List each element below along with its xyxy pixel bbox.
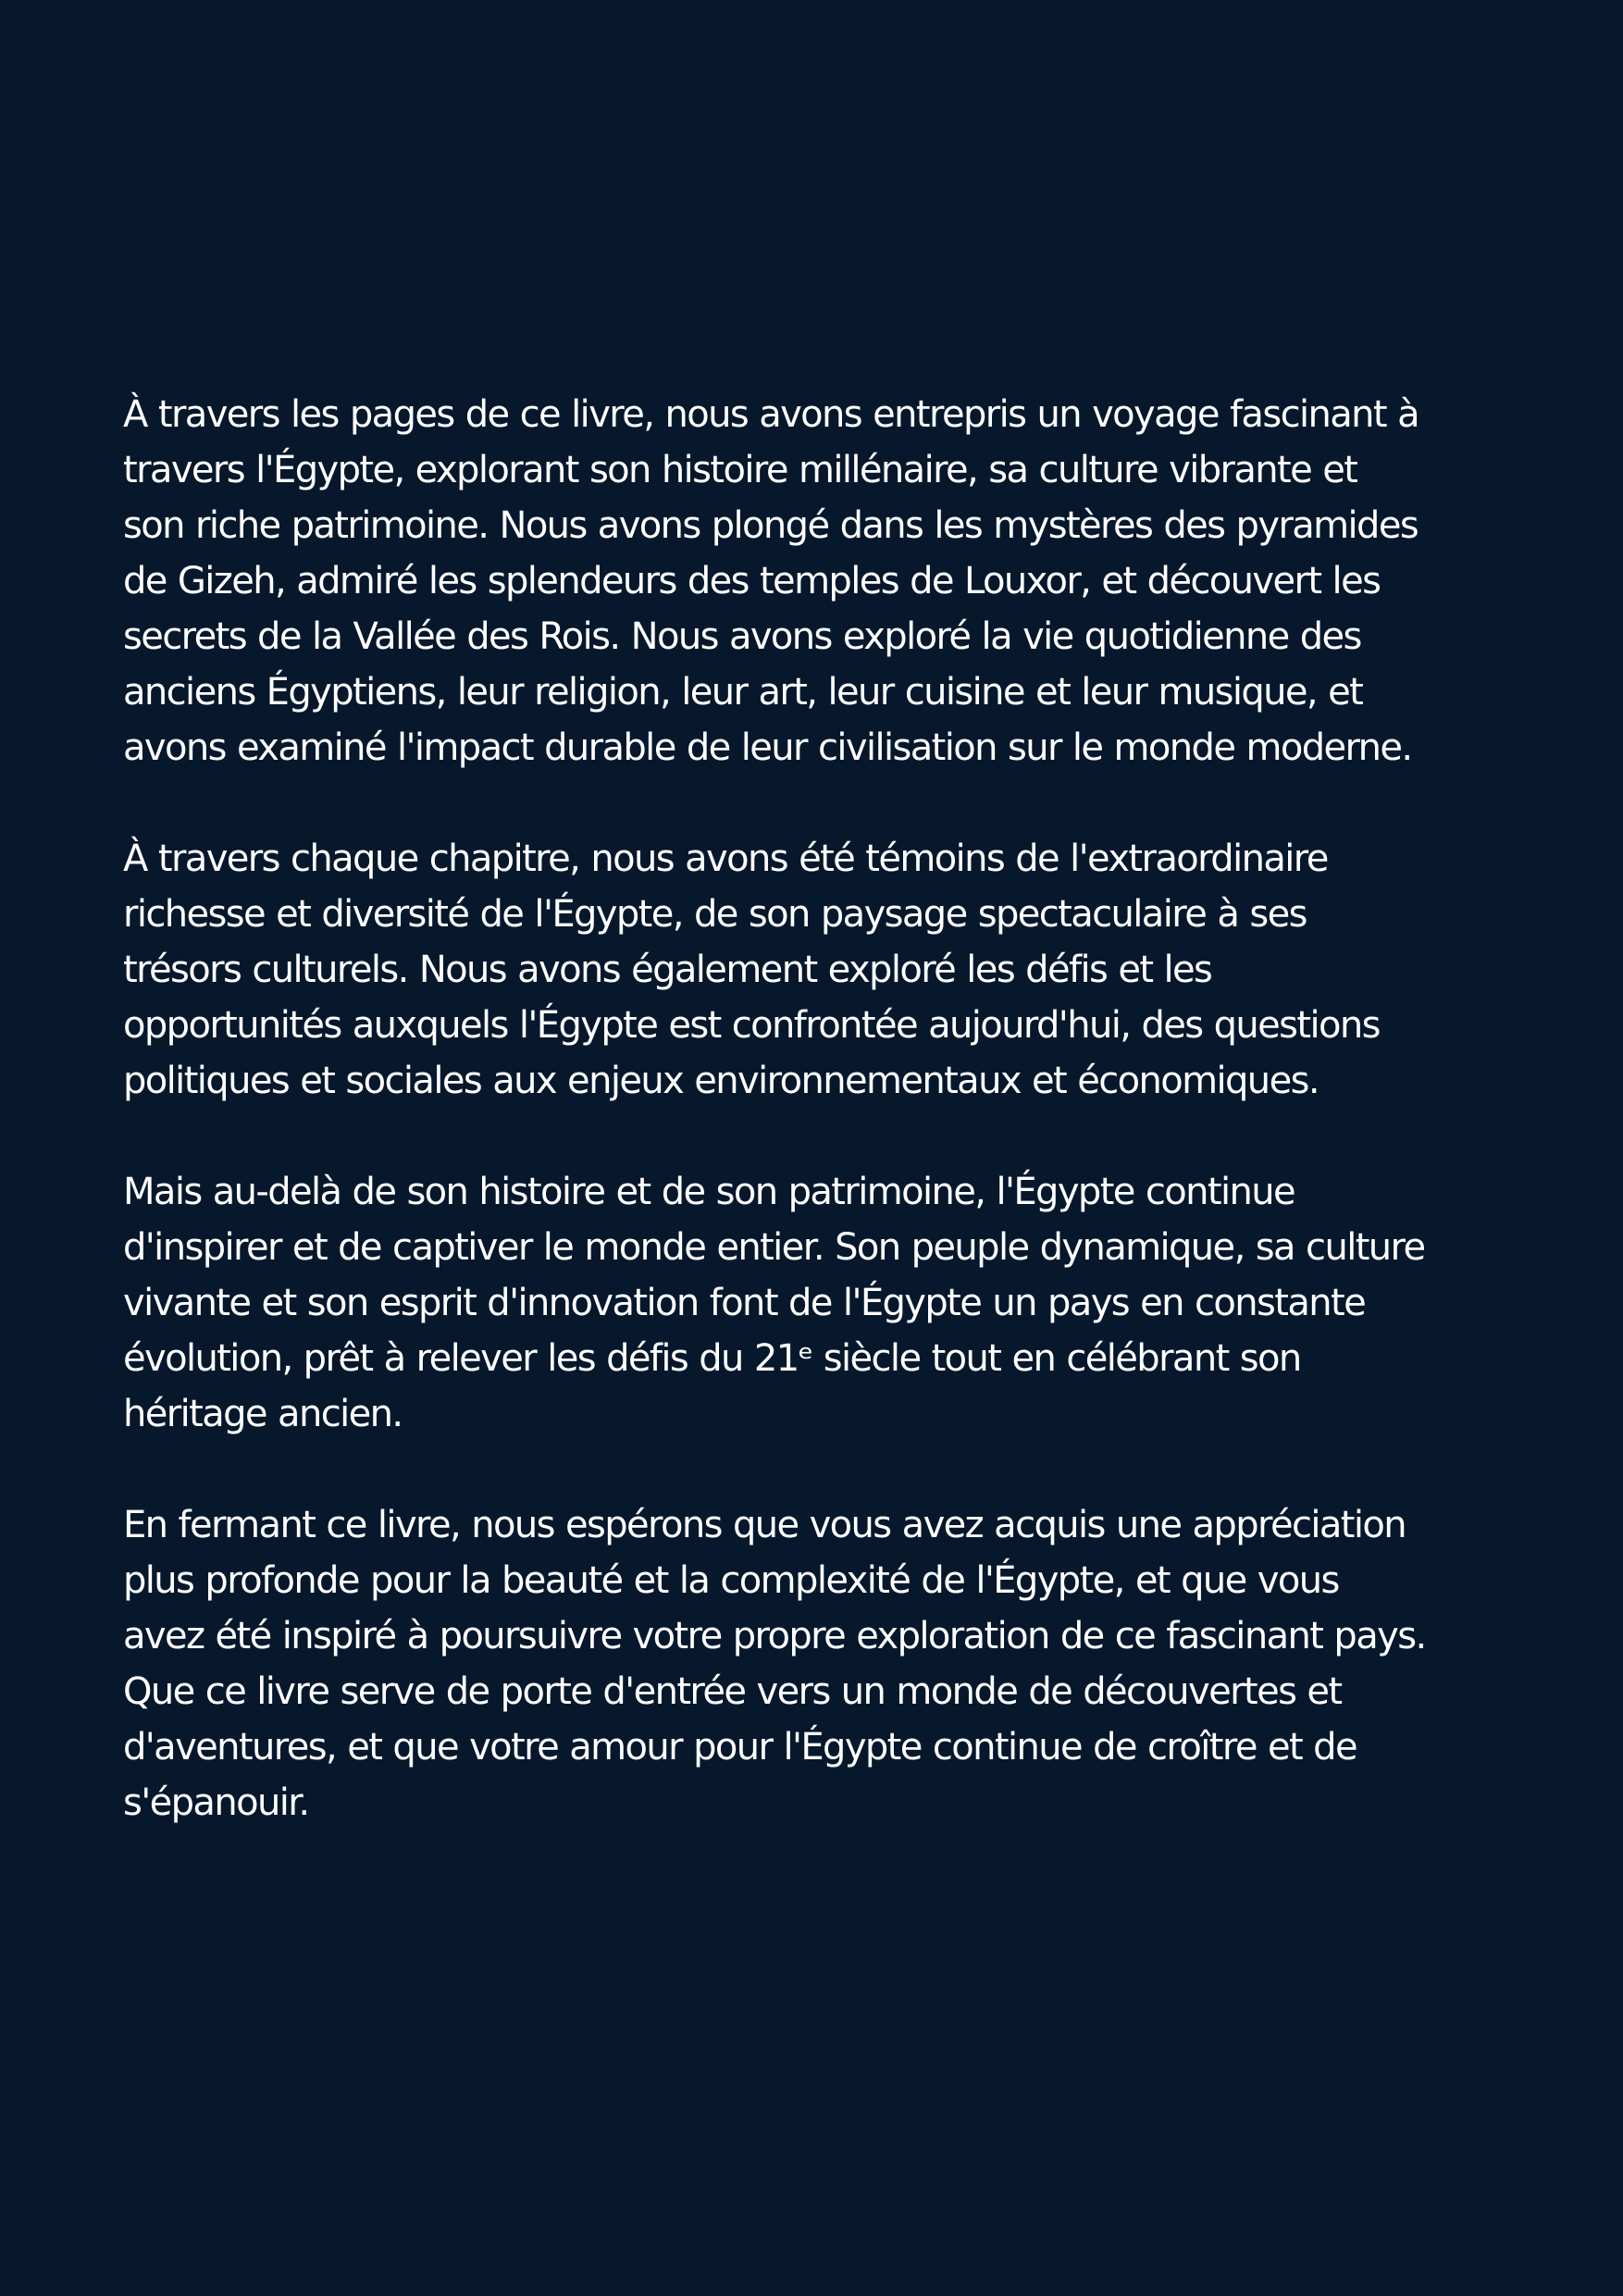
text-line: À travers les pages de ce livre, nous avons entrepris un voyage fascinant à: [123, 393, 1419, 436]
text-line: politiques et sociales aux enjeux environnementaux et économiques.: [123, 1060, 1319, 1102]
text-line: héritage ancien.: [123, 1393, 403, 1435]
text-line: opportunités auxquels l'Égypte est confrontée aujourd'hui, des questions: [123, 1004, 1380, 1047]
text-line: À travers chaque chapitre, nous avons été témoins de l'extraordinaire: [123, 838, 1328, 880]
paragraph-1: [123, 387, 1530, 776]
text-line: anciens Égyptiens, leur religion, leur art, leur cuisine et leur musique, et: [123, 671, 1363, 714]
text-line: d'inspirer et de captiver le monde entier. Son peuple dynamique, sa culture: [123, 1226, 1425, 1269]
text-line: avez été inspiré à poursuivre votre propre exploration de ce fascinant pays.: [123, 1615, 1426, 1657]
text-line: vivante et son esprit d'innovation font de l'Égypte un pays en constante: [123, 1282, 1366, 1324]
text-line: son riche patrimoine. Nous avons plongé dans les mystères des pyramides: [123, 504, 1419, 547]
text-line: En fermant ce livre, nous espérons que vous avez acquis une appréciation: [123, 1504, 1406, 1546]
text-line: s'épanouir.: [123, 1781, 309, 1824]
text-line: trésors culturels. Nous avons également exploré les défis et les: [123, 949, 1212, 991]
paragraph-4: [123, 1497, 1530, 1831]
paragraph-3: [123, 1164, 1530, 1442]
text-line: secrets de la Vallée des Rois. Nous avons exploré la vie quotidienne des: [123, 615, 1361, 658]
text-line: d'aventures, et que votre amour pour l'Égypte continue de croître et de: [123, 1726, 1357, 1769]
text-line: plus profonde pour la beauté et la complexité de l'Égypte, et que vous: [123, 1559, 1339, 1602]
text-line: Que ce livre serve de porte d'entrée vers un monde de découvertes et: [123, 1670, 1342, 1713]
conclusion-text: [123, 387, 1530, 1831]
paragraph-2: [123, 831, 1530, 1109]
text-line: Mais au-delà de son histoire et de son patrimoine, l'Égypte continue: [123, 1171, 1295, 1213]
text-line: travers l'Égypte, explorant son histoire millénaire, sa culture vibrante et: [123, 449, 1357, 491]
text-line: de Gizeh, admiré les splendeurs des temples de Louxor, et découvert les: [123, 560, 1381, 602]
text-line: richesse et diversité de l'Égypte, de son paysage spectaculaire à ses: [123, 893, 1307, 936]
text-line: avons examiné l'impact durable de leur civilisation sur le monde moderne.: [123, 726, 1412, 769]
text-line: évolution, prêt à relever les défis du 21ᵉ siècle tout en célébrant son: [123, 1337, 1301, 1380]
